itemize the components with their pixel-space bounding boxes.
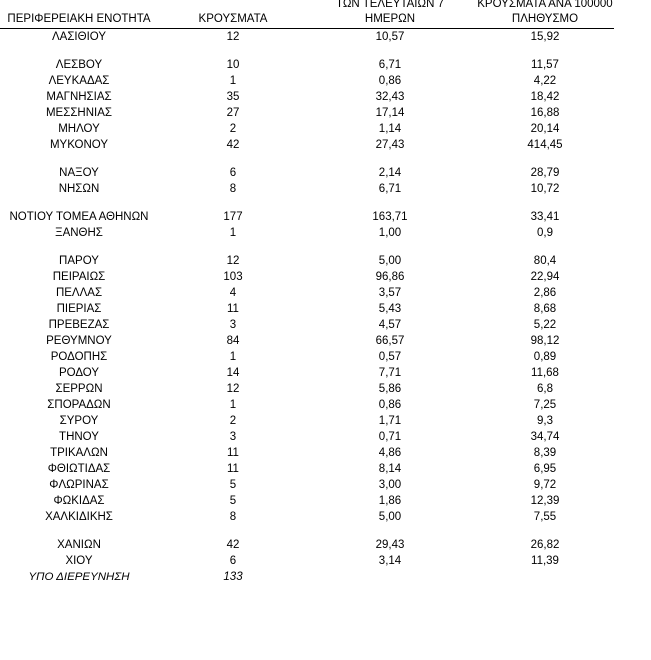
cases-per-100k-cell: 20,14 xyxy=(530,123,560,135)
region-cell: ΜΕΣΣΗΝΙΑΣ xyxy=(45,107,113,119)
table-row xyxy=(0,349,651,365)
cases-per-100k-cell: 16,88 xyxy=(530,107,560,119)
last-7-days-cell: 17,14 xyxy=(375,107,405,119)
last-7-days-cell: 5,43 xyxy=(378,303,402,315)
table-row xyxy=(0,317,651,333)
cases-cell: 84 xyxy=(226,335,240,347)
header-last-7-days-line2: ΗΜΕΡΩΝ xyxy=(364,13,416,25)
last-7-days-cell: 6,71 xyxy=(378,183,402,195)
table-row xyxy=(0,461,651,477)
last-7-days-cell: 0,86 xyxy=(378,75,402,87)
table-row xyxy=(0,225,651,241)
region-cell: ΣΠΟΡΑΔΩΝ xyxy=(47,399,111,411)
cases-per-100k-cell: 8,39 xyxy=(533,447,557,459)
table-row xyxy=(0,269,651,285)
cases-per-100k-cell: 22,94 xyxy=(530,271,560,283)
region-cell: ΛΑΣΙΘΙΟΥ xyxy=(51,31,107,43)
table-row xyxy=(0,89,651,105)
cases-cell: 11 xyxy=(227,447,239,459)
table-row xyxy=(0,209,651,225)
region-cell: ΝΑΞΟΥ xyxy=(59,167,99,179)
last-7-days-cell: 5,00 xyxy=(378,255,402,267)
cases-per-100k-cell: 9,3 xyxy=(537,415,553,427)
table-row xyxy=(0,285,651,301)
region-cell: ΧΑΝΙΩΝ xyxy=(57,539,101,551)
region-cell: ΝΟΤΙΟΥ ΤΟΜΕΑ ΑΘΗΝΩΝ xyxy=(9,211,149,223)
cases-per-100k-cell: 2,86 xyxy=(533,287,557,299)
cases-cell: 5 xyxy=(229,479,237,491)
cases-cell: 42 xyxy=(226,539,240,551)
table-row xyxy=(0,121,651,137)
table-row xyxy=(0,333,651,349)
cases-cell: 133 xyxy=(223,571,243,583)
table-row xyxy=(0,413,651,429)
cases-per-100k-cell: 6,8 xyxy=(537,383,553,395)
cases-per-100k-cell: 34,74 xyxy=(530,431,560,443)
last-7-days-cell: 5,86 xyxy=(378,383,402,395)
table-row xyxy=(0,73,651,89)
cases-cell: 2 xyxy=(229,415,237,427)
region-cell: ΜΑΓΝΗΣΙΑΣ xyxy=(46,91,112,103)
cases-cell: 3 xyxy=(229,431,237,443)
region-cell: ΝΗΣΩΝ xyxy=(58,183,100,195)
cases-cell: 14 xyxy=(226,367,240,379)
last-7-days-cell: 8,14 xyxy=(378,463,402,475)
last-7-days-cell: 1,71 xyxy=(378,415,402,427)
header-cases-per-100k-line1: ΚΡΟΥΣΜΑΤΑ ΑΝΑ 100000 xyxy=(477,0,613,10)
region-cell: ΛΕΣΒΟΥ xyxy=(55,59,103,71)
region-cell: ΠΙΕΡΙΑΣ xyxy=(56,303,102,315)
region-cell: ΛΕΥΚΑΔΑΣ xyxy=(48,75,110,87)
table-row xyxy=(0,57,651,73)
cases-per-100k-cell: 26,82 xyxy=(530,539,560,551)
cases-per-100k-cell: 7,25 xyxy=(533,399,557,411)
region-cell: ΥΠΟ ΔΙΕΡΕΥΝΗΣΗ xyxy=(28,571,130,583)
region-cell: ΣΕΡΡΩΝ xyxy=(55,383,103,395)
last-7-days-cell: 10,57 xyxy=(375,31,405,43)
region-cell: ΠΕΛΛΑΣ xyxy=(55,287,103,299)
table-row xyxy=(0,553,651,569)
cases-cell: 8 xyxy=(229,183,237,195)
last-7-days-cell: 7,71 xyxy=(378,367,402,379)
cases-cell: 11 xyxy=(227,463,239,475)
cases-cell: 1 xyxy=(229,351,237,363)
cases-per-100k-cell: 28,79 xyxy=(530,167,560,179)
table-row xyxy=(0,165,651,181)
last-7-days-cell: 6,71 xyxy=(378,59,402,71)
cases-cell: 4 xyxy=(229,287,237,299)
cases-per-100k-cell: 0,9 xyxy=(537,227,553,239)
cases-cell: 2 xyxy=(229,123,237,135)
cases-per-100k-cell: 6,95 xyxy=(533,463,557,475)
last-7-days-cell: 0,71 xyxy=(378,431,402,443)
cases-cell: 10 xyxy=(226,59,240,71)
region-cell: ΧΙΟΥ xyxy=(65,555,93,567)
table-row xyxy=(0,537,651,553)
last-7-days-cell: 1,00 xyxy=(378,227,402,239)
table-body xyxy=(0,29,651,585)
cases-cell: 6 xyxy=(229,555,237,567)
table-row xyxy=(0,29,651,45)
table-row xyxy=(0,137,651,153)
cases-cell: 1 xyxy=(229,75,237,87)
table-row xyxy=(0,365,651,381)
table-row xyxy=(0,301,651,317)
cases-cell: 27 xyxy=(226,107,240,119)
cases-per-100k-cell: 0,89 xyxy=(533,351,557,363)
last-7-days-cell: 29,43 xyxy=(375,539,405,551)
region-cell: ΧΑΛΚΙΔΙΚΗΣ xyxy=(45,511,113,523)
cases-cell: 8 xyxy=(229,511,237,523)
region-cell: ΡΟΔΟΥ xyxy=(58,367,100,379)
region-cell: ΡΕΘΥΜΝΟΥ xyxy=(46,335,112,347)
region-cell: ΦΩΚΙΔΑΣ xyxy=(53,495,105,507)
last-7-days-cell: 3,00 xyxy=(378,479,402,491)
cases-per-100k-cell: 414,45 xyxy=(527,139,563,151)
table-row xyxy=(0,429,651,445)
cases-cell: 177 xyxy=(223,211,243,223)
cases-per-100k-cell: 4,22 xyxy=(533,75,557,87)
cases-cell: 42 xyxy=(226,139,240,151)
last-7-days-cell: 1,86 xyxy=(378,495,402,507)
cases-per-100k-cell: 9,72 xyxy=(533,479,557,491)
last-7-days-cell: 0,86 xyxy=(378,399,402,411)
last-7-days-cell: 3,57 xyxy=(378,287,402,299)
cases-per-100k-cell: 11,57 xyxy=(531,59,559,71)
last-7-days-cell: 4,86 xyxy=(378,447,402,459)
cases-per-100k-cell: 5,22 xyxy=(533,319,557,331)
table-row xyxy=(0,493,651,509)
table-row xyxy=(0,445,651,461)
cases-per-100k-cell: 33,41 xyxy=(530,211,560,223)
table-row xyxy=(0,397,651,413)
region-cell: ΞΑΝΘΗΣ xyxy=(55,227,103,239)
cases-per-100k-cell: 80,4 xyxy=(533,255,557,267)
last-7-days-cell: 32,43 xyxy=(375,91,405,103)
region-cell: ΠΕΙΡΑΙΩΣ xyxy=(52,271,106,283)
cases-cell: 1 xyxy=(229,399,237,411)
last-7-days-cell: 163,71 xyxy=(372,211,408,223)
cases-per-100k-cell: 8,68 xyxy=(533,303,557,315)
header-cases-per-100k-line2: ΠΛΗΘΥΣΜΟ xyxy=(511,13,579,25)
cases-cell: 3 xyxy=(229,319,237,331)
region-cell: ΣΥΡΟΥ xyxy=(59,415,99,427)
header-cases-per-100k xyxy=(465,0,625,27)
cases-cell: 12 xyxy=(226,255,240,267)
table-row xyxy=(0,509,651,525)
cases-cell: 35 xyxy=(226,91,240,103)
region-cell: ΠΑΡΟΥ xyxy=(59,255,99,267)
table-row xyxy=(0,105,651,121)
cases-cell: 12 xyxy=(226,31,240,43)
last-7-days-cell: 3,14 xyxy=(378,555,402,567)
last-7-days-cell: 5,00 xyxy=(378,511,402,523)
cases-per-100k-cell: 7,55 xyxy=(533,511,557,523)
region-cell: ΤΡΙΚΑΛΩΝ xyxy=(50,447,108,459)
cases-cell: 103 xyxy=(223,271,243,283)
table-row xyxy=(0,569,651,585)
region-cell: ΦΘΙΩΤΙΔΑΣ xyxy=(47,463,111,475)
cases-cell: 6 xyxy=(229,167,237,179)
cases-per-100k-cell: 12,39 xyxy=(530,495,560,507)
region-cell: ΜΥΚΟΝΟΥ xyxy=(49,139,109,151)
table-row xyxy=(0,381,651,397)
last-7-days-cell: 96,86 xyxy=(375,271,405,283)
last-7-days-cell: 0,57 xyxy=(378,351,402,363)
table-row xyxy=(0,477,651,493)
cases-cell: 11 xyxy=(227,303,239,315)
cases-cell: 5 xyxy=(229,495,237,507)
cases-cell: 1 xyxy=(229,227,237,239)
region-cell: ΤΗΝΟΥ xyxy=(59,431,99,443)
header-region: ΠΕΡΙΦΕΡΕΙΑΚΗ ΕΝΟΤΗΤΑ xyxy=(7,13,151,25)
last-7-days-cell: 4,57 xyxy=(378,319,402,331)
last-7-days-cell: 27,43 xyxy=(375,139,405,151)
last-7-days-cell: 66,57 xyxy=(375,335,405,347)
cases-per-100k-cell: 11,68 xyxy=(531,367,559,379)
last-7-days-cell: 2,14 xyxy=(378,167,402,179)
cases-per-100k-cell: 11,39 xyxy=(531,555,559,567)
cases-per-100k-cell: 15,92 xyxy=(530,31,560,43)
cases-per-100k-cell: 98,12 xyxy=(530,335,560,347)
table-row xyxy=(0,253,651,269)
region-cell: ΠΡΕΒΕΖΑΣ xyxy=(48,319,110,331)
region-cell: ΜΗΛΟΥ xyxy=(58,123,100,135)
header-last-7-days-line1: ΤΩΝ ΤΕΛΕΥΤΑΙΩΝ 7 xyxy=(336,0,444,10)
cases-per-100k-cell: 18,42 xyxy=(530,91,560,103)
cases-cell: 12 xyxy=(226,383,240,395)
region-cell: ΡΟΔΟΠΗΣ xyxy=(50,351,108,363)
header-last-7-days xyxy=(325,0,455,27)
cases-per-100k-cell: 10,72 xyxy=(530,183,560,195)
region-cell: ΦΛΩΡΙΝΑΣ xyxy=(49,479,109,491)
last-7-days-cell: 1,14 xyxy=(378,123,402,135)
header-cases: ΚΡΟΥΣΜΑΤΑ xyxy=(198,13,268,25)
table-row xyxy=(0,181,651,197)
